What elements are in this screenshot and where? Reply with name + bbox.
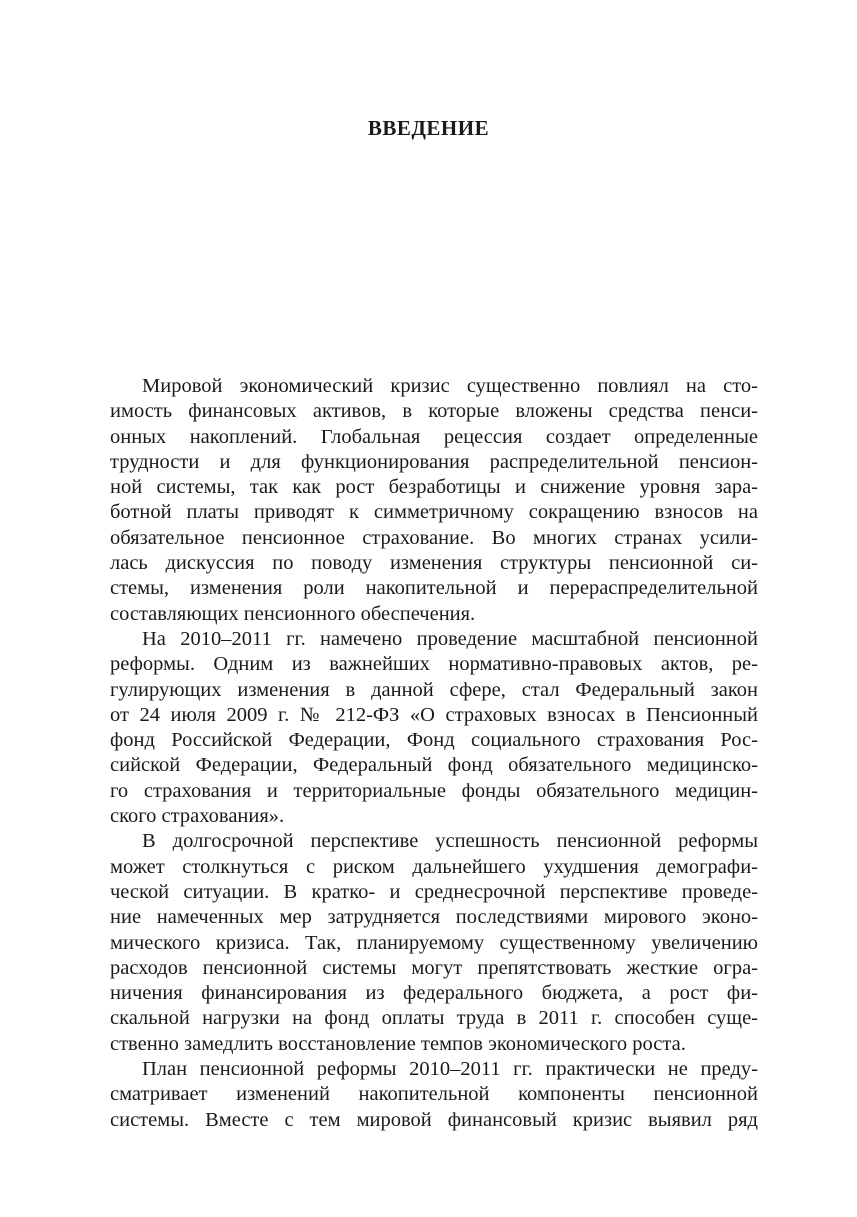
text-line: ботной платы приводят к симметричному сокращению взносов на: [110, 501, 758, 524]
text-line: онных накоплений. Глобальная рецессия создает определенные: [110, 425, 758, 448]
text-line: гулирующих изменения в данной сфере, стал Федеральный закон: [110, 678, 758, 701]
text-line: ничения финансирования из федерального бюджета, а рост фи-: [110, 982, 758, 1005]
paragraph: [110, 829, 758, 1057]
text-line: трудности и для функционирования распределительной пенсион-: [110, 450, 758, 473]
text-line: Мировой экономический кризис существенно повлиял на сто-: [142, 375, 758, 397]
text-line: фонд Российской Федерации, Фонд социального страхования Рос-: [110, 729, 758, 752]
text-line: скальной нагрузки на фонд оплаты труда в 2011 г. способен суще-: [110, 1007, 758, 1030]
body-text: [110, 374, 758, 1133]
text-line: составляющих пенсионного обеспечения.: [110, 602, 476, 625]
text-line: стемы, изменения роли накопительной и перераспределительной: [110, 577, 758, 600]
text-line: ной системы, так как рост безработицы и снижение уровня зара-: [110, 476, 758, 499]
text-line: обязательное пенсионное страхование. Во многих странах усили-: [110, 526, 758, 549]
text-line: На 2010–2011 гг. намечено проведение масштабной пенсионной: [142, 627, 758, 650]
text-line: расходов пенсионной системы могут препятствовать жесткие огра-: [110, 956, 758, 979]
paragraph: [110, 374, 758, 627]
text-line: ского страхования».: [110, 805, 285, 828]
text-line: может столкнуться с риском дальнейшего ухудшения демографи-: [110, 855, 758, 878]
text-line: реформы. Одним из важнейших нормативно-правовых актов, ре-: [110, 653, 758, 676]
text-line: ческой ситуации. В кратко- и среднесрочной перспективе проведе-: [110, 880, 758, 903]
text-line: сийской Федерации, Федеральный фонд обязательного медицинско-: [110, 754, 758, 777]
text-line: В долгосрочной перспективе успешность пенсионной реформы: [142, 830, 758, 853]
text-line: системы. Вместе с тем мировой финансовый кризис выявил ряд: [110, 1108, 758, 1131]
paragraph: [110, 627, 758, 829]
text-line: сматривает изменений накопительной компоненты пенсионной: [110, 1083, 758, 1106]
text-line: ние намеченных мер затрудняется последствиями мирового эконо-: [110, 906, 758, 929]
text-line: лась дискуссия по поводу изменения структуры пенсионной си-: [110, 552, 758, 575]
text-line: мического кризиса. Так, планируемому существенному увеличению: [110, 931, 758, 954]
paragraph: [110, 1057, 758, 1133]
text-line: го страхования и территориальные фонды обязательного медицин-: [110, 779, 758, 802]
text-line: ственно замедлить восстановление темпов экономического роста.: [110, 1032, 686, 1055]
page-title: ВВЕДЕНИЕ: [367, 116, 490, 140]
text-line: от 24 июля 2009 г. № 212-ФЗ «О страховых взносах в Пенсионный: [110, 703, 758, 726]
text-line: имость финансовых активов, в которые вложены средства пенси-: [110, 400, 758, 423]
text-line: План пенсионной реформы 2010–2011 гг. практически не преду-: [142, 1058, 758, 1081]
